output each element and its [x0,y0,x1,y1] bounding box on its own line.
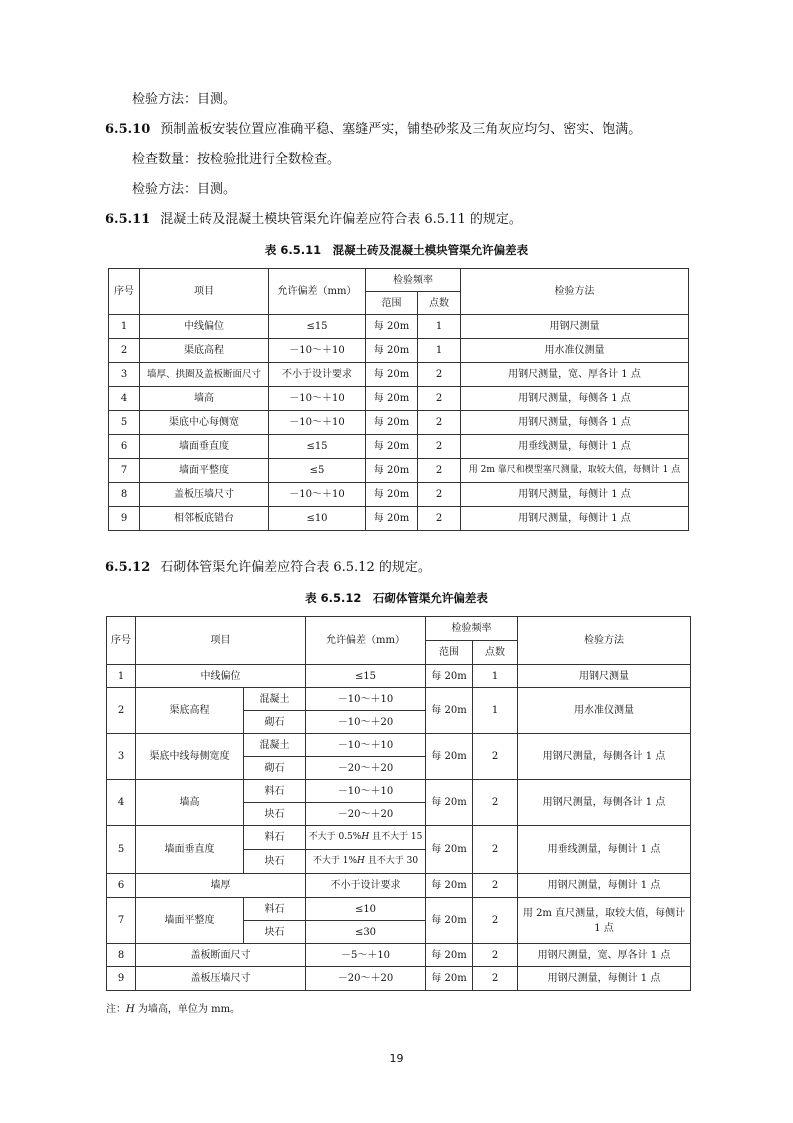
table-row [109,387,689,411]
table-row [107,688,691,711]
cell-subitem: 砌石 [244,757,306,780]
cell-no: 1 [107,665,136,688]
table-row [109,483,689,507]
table-row [109,339,689,363]
header-range: 范围 [366,292,418,315]
header-frequency: 检验频率 [426,617,518,641]
cell-range: 每 20m [426,826,473,874]
cell-no: 6 [107,874,136,898]
cell-no: 2 [109,339,140,363]
cell-range: 每 20m [366,411,418,435]
cell-item: 墙面垂直度 [136,826,244,874]
table-row [107,967,691,991]
cell-points: 2 [473,780,518,826]
cell-method: 用垂线测量，每侧计 1 点 [518,826,691,874]
cell-item: 渠底高程 [140,339,269,363]
cell-tolerance: ≤10 [269,507,366,531]
cell-range: 每 20m [426,734,473,780]
cell-tolerance: ≤5 [269,459,366,483]
cell-item: 相邻板底错台 [140,507,269,531]
cell-points: 2 [473,874,518,898]
tolerance-text: 不大于 0.5% [308,832,362,842]
cell-subitem: 混凝土 [244,734,306,757]
table-row [109,315,689,339]
cell-subitem: 砌石 [244,711,306,734]
cell-method: 用 2m 直尺测量，取较大值，每侧计 1 点 [518,898,691,944]
cell-method: 用钢尺测量，每侧计 1 点 [518,874,691,898]
symbol-h: H [361,832,370,842]
cell-range: 每 20m [426,688,473,734]
header-method: 检验方法 [461,269,689,315]
cell-range: 每 20m [366,435,418,459]
cell-range: 每 20m [366,483,418,507]
cell-points: 1 [418,339,461,363]
cell-points: 2 [473,734,518,780]
cell-subitem: 料石 [244,780,306,803]
cell-item: 墙厚、拱圈及盖板断面尺寸 [140,363,269,387]
cell-no: 3 [107,734,136,780]
cell-item: 盖板压墙尺寸 [136,967,306,991]
cell-method: 用钢尺测量，每侧各 1 点 [461,387,689,411]
cell-subitem: 块石 [244,921,306,944]
table-row [107,665,691,688]
cell-tolerance: －10～＋10 [306,780,426,803]
tolerance-text: 且不大于 15 [369,832,423,842]
table-row [109,411,689,435]
cell-range: 每 20m [426,944,473,967]
cell-item: 盖板压墙尺寸 [140,483,269,507]
cell-points: 1 [473,688,518,734]
cell-method: 用钢尺测量，宽、厚各计 1 点 [518,944,691,967]
table-row [107,898,691,921]
header-item: 项目 [136,617,306,665]
page-number: 19 [389,1052,404,1065]
cell-tolerance: ≤15 [269,435,366,459]
cell-range: 每 20m [366,339,418,363]
clause-6-5-12 [105,560,431,576]
cell-points: 2 [418,507,461,531]
cell-item: 中线偏位 [140,315,269,339]
cell-no: 7 [109,459,140,483]
cell-range: 每 20m [426,665,473,688]
cell-no: 4 [107,780,136,826]
cell-points: 2 [473,967,518,991]
cell-points: 2 [473,898,518,944]
cell-range: 每 20m [366,459,418,483]
paragraph-inspection-quantity: 检查数量：按检验批进行全数检查。 [132,152,341,167]
cell-item: 中线偏位 [136,665,306,688]
cell-points: 2 [473,826,518,874]
cell-points: 2 [473,944,518,967]
cell-range: 每 20m [366,387,418,411]
cell-tolerance: －10～＋20 [306,711,426,734]
cell-range: 每 20m [366,363,418,387]
clause-text: 石砌体管渠允许偏差应符合表 6.5.12 的规定。 [160,560,431,575]
symbol-h: H [126,1004,135,1015]
cell-item: 墙厚 [136,874,306,898]
table-row [107,734,691,757]
cell-tolerance: －10～＋10 [306,688,426,711]
cell-tolerance: －5～＋10 [306,944,426,967]
cell-subitem: 混凝土 [244,688,306,711]
table-6-5-12 [106,616,691,991]
clause-number: 6.5.12 [105,560,151,575]
cell-item: 盖板断面尺寸 [136,944,306,967]
header-frequency: 检验频率 [366,269,461,292]
cell-range: 每 20m [366,507,418,531]
cell-points: 2 [418,411,461,435]
cell-range: 每 20m [426,874,473,898]
header-method: 检验方法 [518,617,691,665]
cell-item: 渠底高程 [136,688,244,734]
cell-points: 2 [418,459,461,483]
cell-tolerance [306,850,426,874]
cell-subitem: 块石 [244,803,306,826]
cell-tolerance: 不小于设计要求 [306,874,426,898]
tolerance-text: 且不大于 30 [364,856,419,866]
cell-tolerance: 不小于设计要求 [269,363,366,387]
cell-points: 1 [418,315,461,339]
cell-item: 渠底中心每侧宽 [140,411,269,435]
cell-item: 墙高 [136,780,244,826]
clause-6-5-11 [105,212,522,228]
cell-no: 4 [109,387,140,411]
table-row [107,944,691,967]
cell-tolerance [306,826,426,850]
table-row [109,507,689,531]
cell-tolerance: ≤15 [269,315,366,339]
table-row [107,780,691,803]
cell-item: 渠底中线每侧宽度 [136,734,244,780]
cell-tolerance: －10～＋10 [306,734,426,757]
header-range: 范围 [426,641,473,665]
cell-no: 8 [109,483,140,507]
header-item: 项目 [140,269,269,315]
cell-tolerance: －10～＋10 [269,387,366,411]
cell-no: 5 [107,826,136,874]
cell-item: 墙面平整度 [140,459,269,483]
cell-points: 1 [473,665,518,688]
table-note [106,1000,240,1015]
cell-method: 用钢尺测量，宽、厚各计 1 点 [461,363,689,387]
table-6-5-11 [108,268,689,531]
cell-range: 每 20m [426,898,473,944]
cell-method: 用钢尺测量，每侧计 1 点 [518,967,691,991]
cell-method: 用钢尺测量，每侧各计 1 点 [518,734,691,780]
cell-no: 1 [109,315,140,339]
table-caption-6-5-12: 表 6.5.12 石砌体管渠允许偏差表 [305,591,488,605]
header-tolerance: 允许偏差（mm） [269,269,366,315]
cell-method: 用钢尺测量，每侧各计 1 点 [518,780,691,826]
cell-method: 用钢尺测量 [461,315,689,339]
cell-subitem: 块石 [244,850,306,874]
table-row [109,435,689,459]
cell-tolerance: －20～＋20 [306,803,426,826]
header-seq: 序号 [109,269,140,315]
cell-method: 用水准仪测量 [461,339,689,363]
cell-points: 2 [418,435,461,459]
table-caption-6-5-11: 表 6.5.11 混凝土砖及混凝土模块管渠允许偏差表 [264,243,529,257]
cell-method: 用 2m 靠尺和楔型塞尺测量，取较大值，每侧计 1 点 [461,459,689,483]
header-points: 点数 [418,292,461,315]
cell-item: 墙面垂直度 [140,435,269,459]
paragraph-inspection-method: 检验方法：目测。 [132,92,237,107]
cell-method: 用钢尺测量，每侧各 1 点 [461,411,689,435]
symbol-h: H [357,856,365,866]
cell-item: 墙面平整度 [136,898,244,944]
cell-subitem: 料石 [244,826,306,850]
cell-method: 用垂线测量，每侧计 1 点 [461,435,689,459]
clause-number: 6.5.11 [105,212,151,227]
cell-range: 每 20m [366,315,418,339]
cell-points: 2 [418,363,461,387]
cell-tolerance: ≤30 [306,921,426,944]
cell-tolerance: ≤15 [306,665,426,688]
cell-no: 2 [107,688,136,734]
cell-method: 用钢尺测量，每侧计 1 点 [461,483,689,507]
cell-tolerance: －10～＋10 [269,483,366,507]
table-row [109,459,689,483]
tolerance-text: 不大于 1% [312,856,358,866]
cell-tolerance: －10～＋10 [269,339,366,363]
cell-range: 每 20m [426,780,473,826]
cell-tolerance: －20～＋20 [306,757,426,780]
cell-no: 8 [107,944,136,967]
note-text: 为墙高，单位为 mm。 [134,1004,241,1015]
cell-points: 2 [418,387,461,411]
cell-item: 墙高 [140,387,269,411]
cell-method: 用钢尺测量 [518,665,691,688]
paragraph-inspection-method-2: 检验方法：目测。 [132,182,237,197]
cell-no: 5 [109,411,140,435]
header-points: 点数 [473,641,518,665]
cell-no: 9 [107,967,136,991]
header-seq: 序号 [107,617,136,665]
clause-text: 预制盖板安装位置应准确平稳、塞缝严实，铺垫砂浆及三角灰应均匀、密实、饱满。 [160,122,642,137]
clause-number: 6.5.10 [105,122,151,137]
note-label: 注： [106,1004,126,1015]
cell-no: 6 [109,435,140,459]
cell-no: 7 [107,898,136,944]
cell-method: 用水准仪测量 [518,688,691,734]
cell-range: 每 20m [426,967,473,991]
cell-subitem: 料石 [244,898,306,921]
cell-points: 2 [418,483,461,507]
table-row [109,363,689,387]
cell-no: 9 [109,507,140,531]
cell-tolerance: －20～＋20 [306,967,426,991]
cell-no: 3 [109,363,140,387]
cell-tolerance: －10～＋10 [269,411,366,435]
cell-method: 用钢尺测量，每侧计 1 点 [461,507,689,531]
clause-text: 混凝土砖及混凝土模块管渠允许偏差应符合表 6.5.11 的规定。 [160,212,522,227]
table-row [107,826,691,850]
table-row [107,874,691,898]
cell-tolerance: ≤10 [306,898,426,921]
clause-6-5-10 [105,122,641,138]
header-tolerance: 允许偏差（mm） [306,617,426,665]
